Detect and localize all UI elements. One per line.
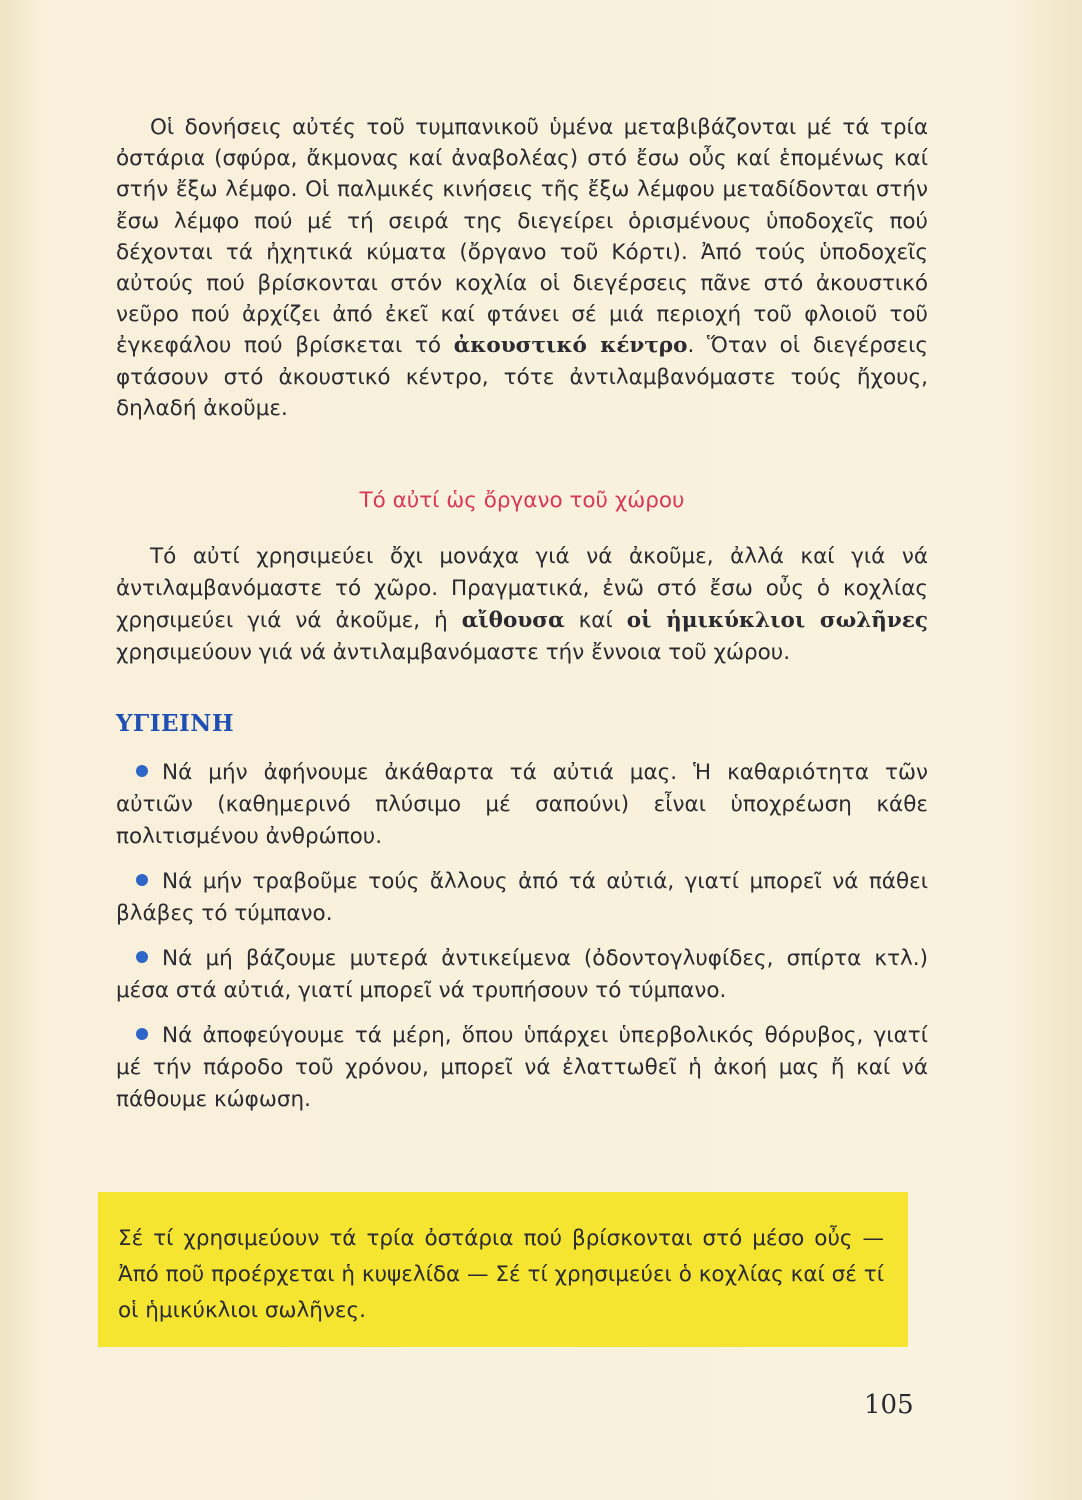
list-item-text: Νά μήν ἀφήνουμε ἀκάθαρτα τά αὐτιά μας. Ἡ καθαριότητα τῶν αὐτιῶν (καθημερινό πλύσιμο μέ σαπούνι) εἶναι ὑποχρέωση κάθε πολιτισμένου ἀνθρώπου. [116, 760, 928, 849]
intro-text-part1: Οἱ δονήσεις αὐτές τοῦ τυμπανικοῦ ὑμένα μεταβιβάζονται μέ τά τρία ὀστάρια (σφύρα, ἄκμονας καί ἀναβολέας) στό ἔσω οὖς καί ἑπομένως καί στήν ἔξω λέμφο. Οἱ παλμικές κινήσεις τῆς ἔξω λέμφου μεταδίδονται στήν ἔσω λέμφο πού μέ τή σειρά της διεγείρει ὁρισμένους ὑποδοχεῖς πού δέχονται τά ἠχητικά κύματα (ὄργανο τοῦ Κόρτι). Ἀπό τούς ὑποδοχεῖς αὐτούς πού βρίσκονται στόν κοχλία οἱ διεγέρσεις πᾶνε στό ἀκουστικό νεῦρο πού ἀρχίζει ἀπό ἐκεῖ καί φτάνει σέ μιά περιοχή τοῦ φλοιοῦ τοῦ ἐγκεφάλου πού βρίσκεται τό [116, 115, 928, 359]
space-paragraph [116, 541, 928, 669]
space-bold-term-2: οἱ ἡμικύκλιοι σωλῆνες [626, 608, 928, 633]
list-item-text: Νά μήν τραβοῦμε τούς ἄλλους ἀπό τά αὐτιά, γιατί μπορεῖ νά πάθει βλάβες τό τύμπανο. [116, 869, 928, 926]
list-item-text: Νά μή βάζουμε μυτερά ἀντικείμενα (ὀδοντογλυφίδες, σπίρτα κτλ.) μέσα στά αὐτιά, γιατί μπορεῖ νά τρυπήσουν τό τύμπανο. [116, 946, 928, 1003]
intro-bold-term: ἀκουστικό κέντρο [453, 333, 688, 359]
space-text-mid: καί [578, 608, 613, 633]
bullet-dot-icon [136, 874, 148, 886]
bullet-dot-icon [136, 765, 148, 777]
list-item [116, 757, 928, 853]
space-bold-term-1: αἴθουσα [461, 608, 565, 633]
bullet-dot-icon [136, 951, 148, 963]
hygiene-list [116, 757, 928, 1129]
intro-paragraph [116, 112, 928, 424]
space-text-part1: Τό αὐτί χρησιμεύει ὄχι μονάχα γιά νά ἀκοῦμε, ἀλλά καί γιά νά ἀντιλαμβανόμαστε τό χῶρο. Πραγματικά, ἐνῶ στό ἔσω οὖς ὁ κοχλίας χρησιμεύει γιά νά ἀκοῦμε, ἡ [116, 544, 928, 633]
list-item [116, 1020, 928, 1116]
review-questions-box [98, 1192, 908, 1347]
space-text-part2: χρησιμεύουν γιά νά ἀντιλαμβανόμαστε τήν ἔννοια τοῦ χώρου. [116, 640, 791, 665]
list-item [116, 866, 928, 930]
subtitle: Τό αὐτί ὡς ὄργανο τοῦ χώρου [359, 488, 685, 513]
intro-text-part2: . Ὅταν οἱ διεγέρσεις φτάσουν στό ἀκουστικό κέντρο, τότε ἀντιλαμβανόμαστε τούς ἤχους, δηλαδή ἀκοῦμε. [116, 333, 929, 421]
page-number: 105 [864, 1390, 914, 1420]
bullet-dot-icon [136, 1028, 148, 1040]
list-item-text: Νά ἀποφεύγουμε τά μέρη, ὅπου ὑπάρχει ὑπερβολικός θόρυβος, γιατί μέ τήν πάροδο τοῦ χρόνου, μπορεῖ νά ἐλαττωθεῖ ἡ ἀκοή μας ἤ καί νά πάθουμε κώφωση. [116, 1023, 928, 1112]
review-questions: Σέ τί χρησιμεύουν τά τρία ὀστάρια πού βρίσκονται στό μέσο οὖς — Ἀπό ποῦ προέρχεται ἡ κυψελίδα — Σέ τί χρησιμεύει ὁ κοχλίας καί σέ τί οἱ ἡμικύκλιοι σωλῆνες. [118, 1226, 884, 1323]
list-item [116, 943, 928, 1007]
section-heading: ΥΓΙΕΙΝΗ [116, 710, 235, 737]
